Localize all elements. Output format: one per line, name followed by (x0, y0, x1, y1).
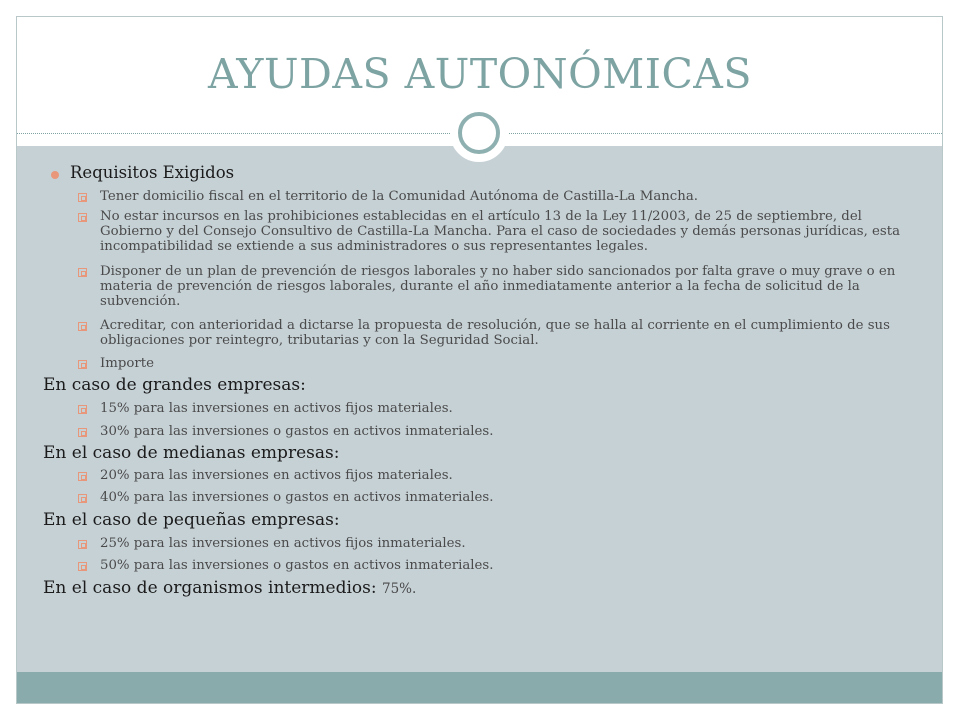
bottom-bar (17, 672, 942, 703)
pequenas-item: 50% para las inversiones o gastos en activos inmateriales. (100, 558, 494, 573)
square-bullet-icon (78, 428, 87, 437)
bullet-icon (51, 171, 59, 179)
square-bullet-icon (78, 213, 87, 222)
square-bullet-icon (78, 472, 87, 481)
medianas-item: 40% para las inversiones o gastos en activos inmateriales. (100, 490, 494, 505)
organismos-value: 75%. (382, 581, 417, 597)
square-bullet-icon (78, 360, 87, 369)
grandes-item: 15% para las inversiones en activos fijos materiales. (100, 401, 453, 416)
requisito-item: Tener domicilio fiscal en el territorio de la Comunidad Autónoma de Castilla-La Mancha. (100, 189, 698, 204)
organismos-heading: En el caso de organismos intermedios: (43, 578, 377, 598)
square-bullet-icon (78, 562, 87, 571)
grandes-heading: En caso de grandes empresas: (43, 375, 306, 395)
grandes-item: 30% para las inversiones o gastos en activos inmateriales. (100, 424, 494, 439)
pequenas-heading: En el caso de pequeñas empresas: (43, 510, 340, 530)
square-bullet-icon (78, 405, 87, 414)
slide-title: AYUDAS AUTONÓMICAS (207, 50, 753, 98)
requisito-item: Importe (100, 356, 154, 371)
square-bullet-icon (78, 494, 87, 503)
requisitos-heading: Requisitos Exigidos (70, 163, 235, 182)
requisito-item: Disponer de un plan de prevención de riesgos laborales y no haber sido sancionados por falta grave o muy grave o en materia de prevención de riesgos laborales, durante el año inmediatamente anterior a la fecha de solicitud de la subvención. (100, 264, 896, 309)
medianas-heading: En el caso de medianas empresas: (43, 443, 340, 463)
square-bullet-icon (78, 322, 87, 331)
circle-ring (458, 112, 500, 154)
square-bullet-icon (78, 268, 87, 277)
circle-ornament (450, 104, 508, 162)
organismos-line (43, 578, 416, 598)
pequenas-item: 25% para las inversiones en activos fijos inmateriales. (100, 536, 466, 551)
requisito-item: Acreditar, con anterioridad a dictarse la propuesta de resolución, que se halla al corriente en el cumplimiento de sus obligaciones por reintegro, tributarias y con la Seguridad Social. (100, 318, 890, 348)
square-bullet-icon (78, 193, 87, 202)
requisito-item: No estar incursos en las prohibiciones establecidas en el artículo 13 de la Ley 11/2003, de 25 de septiembre, del Gobierno y del Consejo Consultivo de Castilla-La Mancha. Para el caso de sociedades y demás personas jurídicas, esta incompatibilidad se extiende a sus administradores o sus representantes legales. (100, 209, 900, 254)
square-bullet-icon (78, 540, 87, 549)
medianas-item: 20% para las inversiones en activos fijos materiales. (100, 468, 453, 483)
